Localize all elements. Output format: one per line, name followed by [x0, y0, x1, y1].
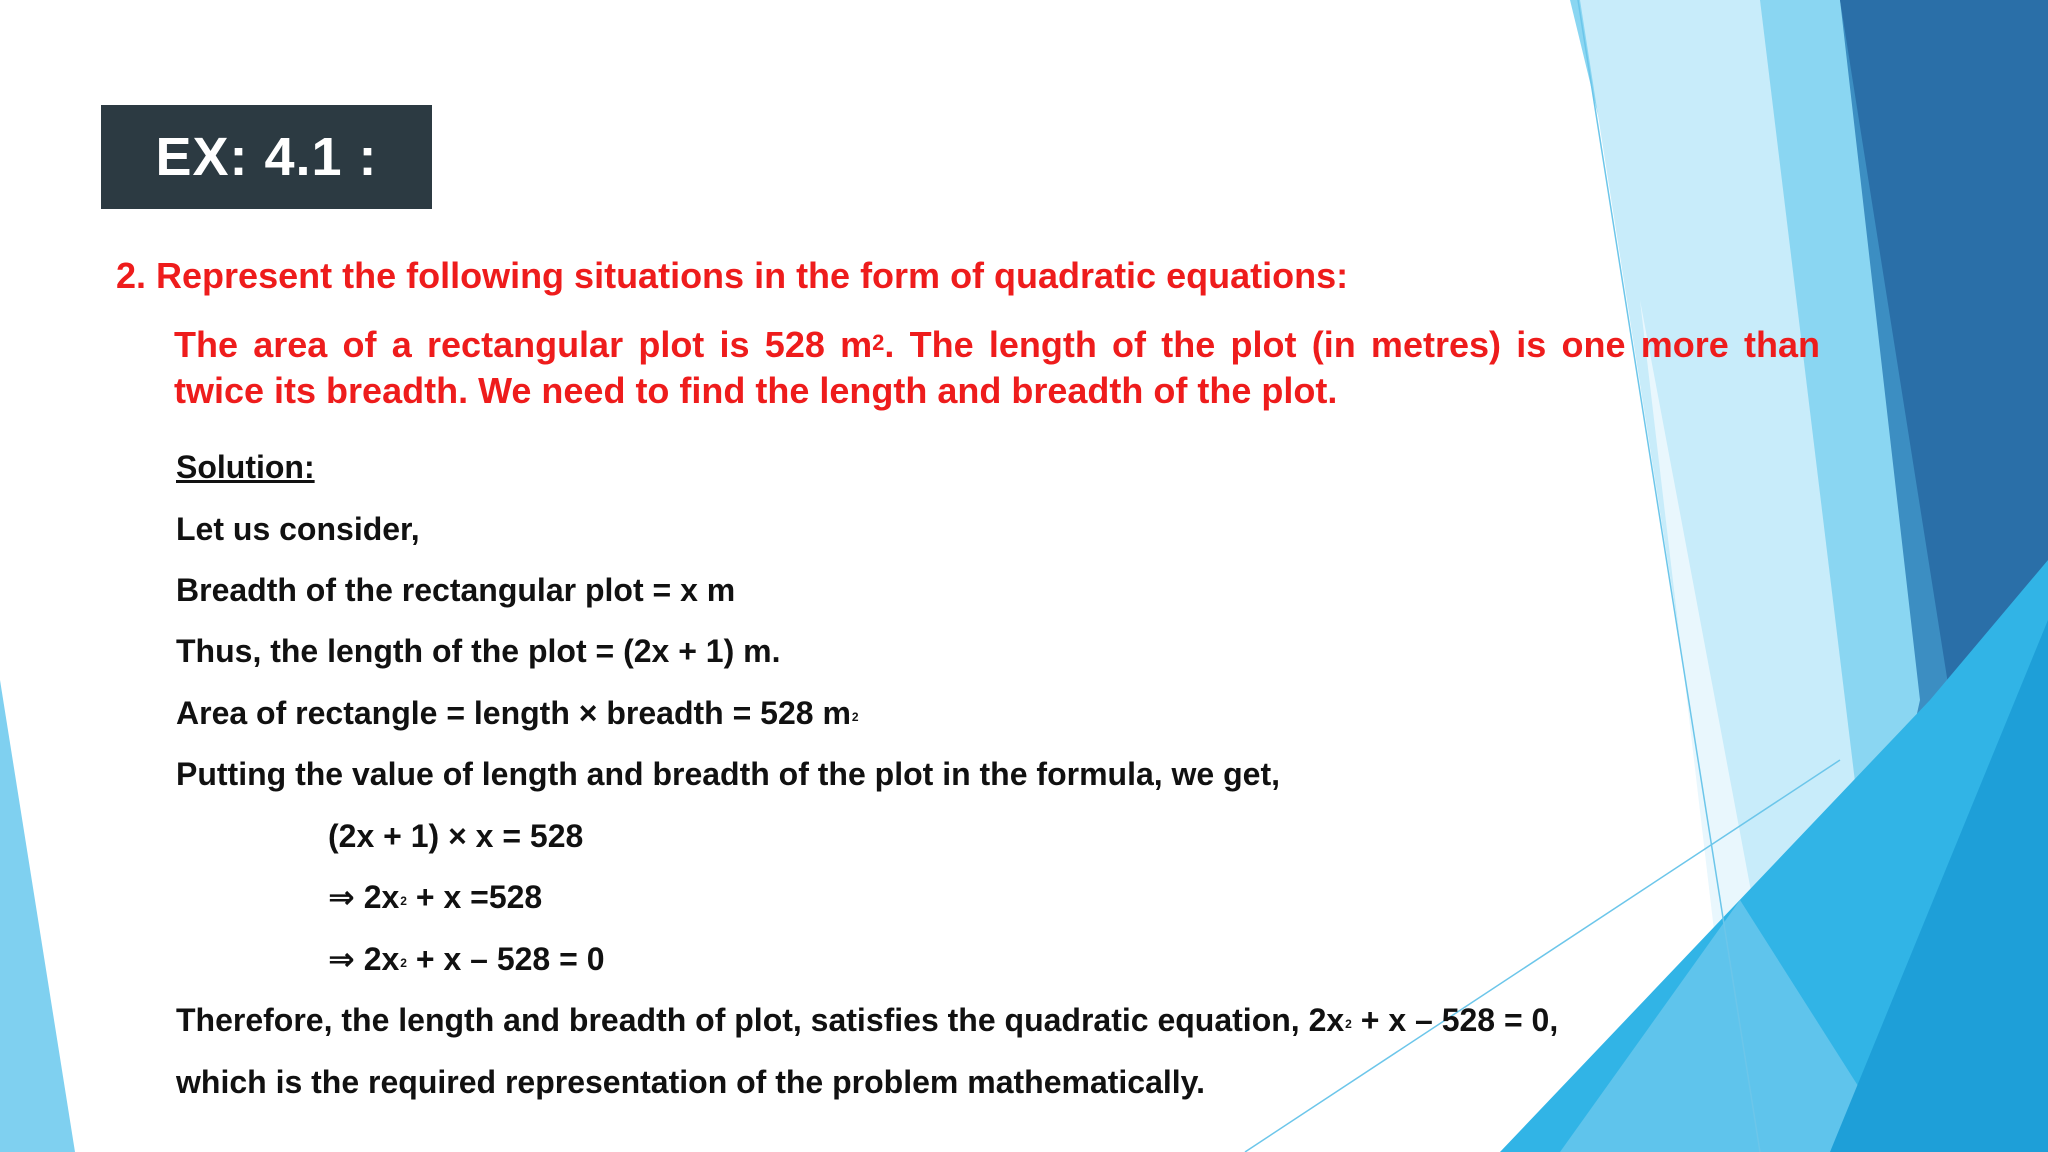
solution-line-4-superscript: 2	[851, 710, 859, 724]
solution-line-5: Putting the value of length and breadth of the plot in the formula, we get,	[176, 756, 1280, 792]
solution-line-1: Let us consider,	[176, 511, 420, 547]
equation-1: (2x + 1) × x = 528	[328, 818, 584, 854]
conclusion-line-1	[176, 1000, 1558, 1040]
equation-2	[328, 877, 542, 917]
conclusion-line-1-part-b: + x – 528 = 0,	[1351, 1002, 1559, 1038]
solution-line-4-text: Area of rectangle = length × breadth = 528 m	[176, 695, 851, 731]
slide-title: EX: 4.1 :	[155, 127, 378, 187]
solution-heading: Solution:	[176, 449, 315, 485]
conclusion-line-2: which is the required representation of the problem mathematically.	[176, 1064, 1205, 1100]
solution-line-3: Thus, the length of the plot = (2x + 1) m.	[176, 633, 781, 669]
equation-2-part-a: ⇒ 2x	[328, 879, 400, 915]
equation-3-superscript: 2	[400, 956, 407, 970]
left-accent-shape	[0, 680, 75, 1152]
problem-text-part1: The area of a rectangular plot is 528 m	[174, 324, 873, 365]
solution-line-4	[176, 693, 859, 733]
solution-line-2: Breadth of the rectangular plot = x m	[176, 572, 736, 608]
conclusion-line-1-part-a: Therefore, the length and breadth of plot, satisfies the quadratic equation, 2x	[176, 1002, 1345, 1038]
question-heading: 2. Represent the following situations in the form of quadratic equations:	[116, 255, 1349, 296]
equation-2-part-b: + x =528	[406, 879, 543, 915]
equation-2-superscript: 2	[400, 894, 407, 908]
equation-3-part-a: ⇒ 2x	[328, 941, 400, 977]
equation-3	[328, 939, 604, 979]
equation-3-part-b: + x – 528 = 0	[406, 941, 605, 977]
problem-text-part2: . The length of the plot (in metres) is one more than twice its breadth. We need to find the length and breadth of the plot.	[174, 324, 1820, 411]
problem-superscript: 2	[872, 330, 885, 355]
conclusion-superscript: 2	[1345, 1017, 1352, 1031]
slide-title-box	[101, 105, 432, 209]
problem-statement	[174, 322, 1820, 414]
